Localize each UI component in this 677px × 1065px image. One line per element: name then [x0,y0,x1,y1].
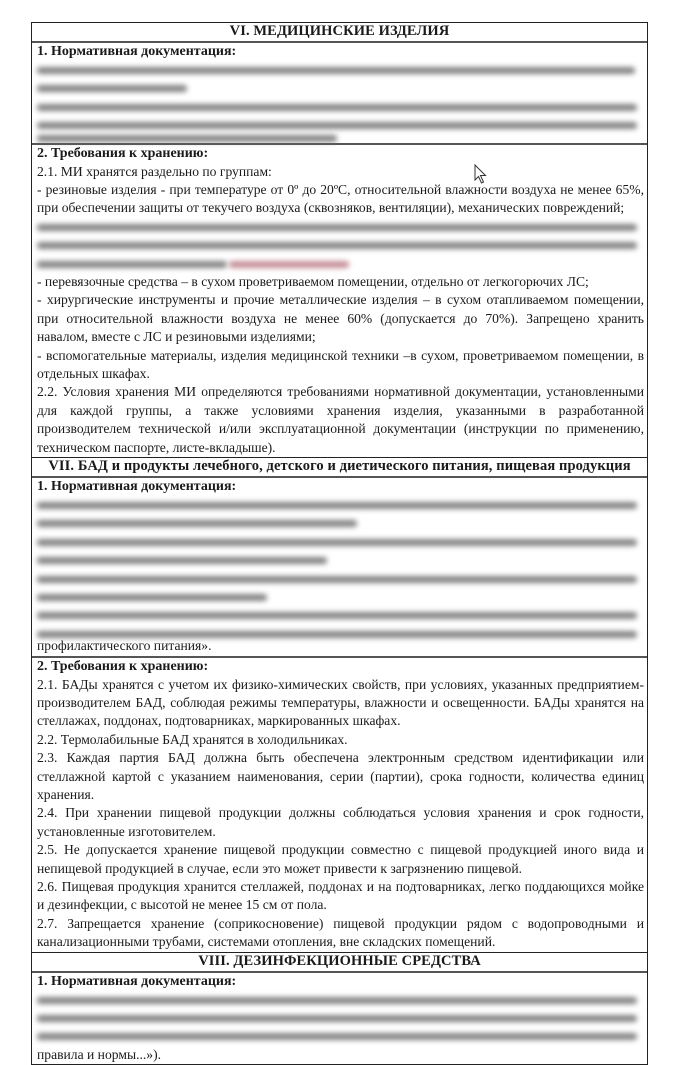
paragraph: - вспомогательные материалы, изделия медицинской техники –в сухом, проветриваемом помещении, в отдельных шкафах. [37,347,644,381]
paragraph: 2.1. МИ хранятся раздельно по группам: [37,163,272,179]
normative-docs-cell-vii [32,478,647,656]
normative-docs-cell-vi [32,43,647,143]
section-title-medical-devices: VI. МЕДИЦИНСКИЕ ИЗДЕЛИЯ [32,23,647,43]
normative-docs-heading: 1. Нормативная документация: [37,479,237,495]
paragraph: 2.2. Термолабильные БАД хранятся в холодильниках. [37,731,348,747]
paragraph: 2.6. Пищевая продукция хранится стеллажей, поддонах и на подтоварниках, легко поддающихся мойке и дезинфекции, с высотой не менее 15 см от пола. [37,879,644,913]
paragraph: 2.1. БАДы хранятся с учетом их физико-химических свойств, при условиях, указанных предприятием-производителем БАД, соблюдая режимы температуры, влажности и освещенности. БАДы хранятся на стеллажах, поддонах, подтоварниках, маркированных шкафах. [37,676,644,729]
paragraph: - резиновые изделия - при температуре от 0º до 20ºС, относительной влажности воздуха не менее 65%, при обеспечении защиты от текучего воздуха (сквозняков, вентиляции), механических повреждений; [37,181,644,216]
mouse-pointer-icon [474,164,488,184]
paragraph: 2.2. Условия хранения МИ определяются требованиями нормативной документации, установленными для каждой группы, а также условиями хранения изделия, указанными в разработанной производителем технической и/или эксплуатационной документации (инструкции по применению, техническом паспорте, листе-вкладыше). [37,384,644,455]
blurred-content [37,496,644,643]
storage-requirements-table [31,22,648,1065]
paragraph: 2.7. Запрещается хранение (соприкосновение) пищевой продукции рядом с водопроводными и канализационными трубами, системами отопления, вне складских помещений. [37,915,644,950]
paragraph: 2.3. Каждая партия БАД должна быть обеспечена электронным средством идентификации или стеллажной картой с указанием наименования, серии (партии), срока годности, количества единиц хранения. [37,750,644,802]
normative-docs-cell-viii [32,973,647,1065]
blurred-content [37,218,644,273]
paragraph-tail: правила и нормы...»). [37,1046,162,1062]
storage-requirements-heading: 2. Требования к хранению: [37,145,209,161]
section-title-dietary-supplements: VII. БАД и продукты лечебного, детского и диетического питания, пищевая продукция [32,457,647,478]
blurred-content [37,991,644,1046]
blurred-content [37,61,644,143]
paragraph: 2.4. При хранении пищевой продукции должны соблюдаться условия хранения и срок годности, установленные изготовителем. [37,805,644,839]
paragraph: - хирургические инструменты и прочие металлические изделия – в сухом отапливаемом помещении, при относительной влажности воздуха не менее 60% (допускается до 70%). Запрещено хранить навалом, вместе с ЛС и резиновыми изделиями; [37,292,644,345]
paragraph: 2.5. Не допускается хранение пищевой продукции совместно с пищевой продукцией иного вида и непищевой продукцией в случае, если это может привести к загрязнению пищевой. [37,842,644,876]
paragraph-tail: профилактического питания». [37,638,212,654]
section-title-disinfectants: VIII. ДЕЗИНФЕКЦИОННЫЕ СРЕДСТВА [32,952,647,973]
paragraph: - перевязочные средства – в сухом проветриваемом помещении, отдельно от легкогорючих ЛС; [37,273,589,289]
storage-requirements-heading: 2. Требования к хранению: [37,658,209,674]
normative-docs-heading: 1. Нормативная документация: [37,44,237,59]
storage-requirements-cell-vi [32,143,647,457]
normative-docs-heading: 1. Нормативная документация: [37,973,237,989]
storage-requirements-cell-vii [32,656,647,952]
